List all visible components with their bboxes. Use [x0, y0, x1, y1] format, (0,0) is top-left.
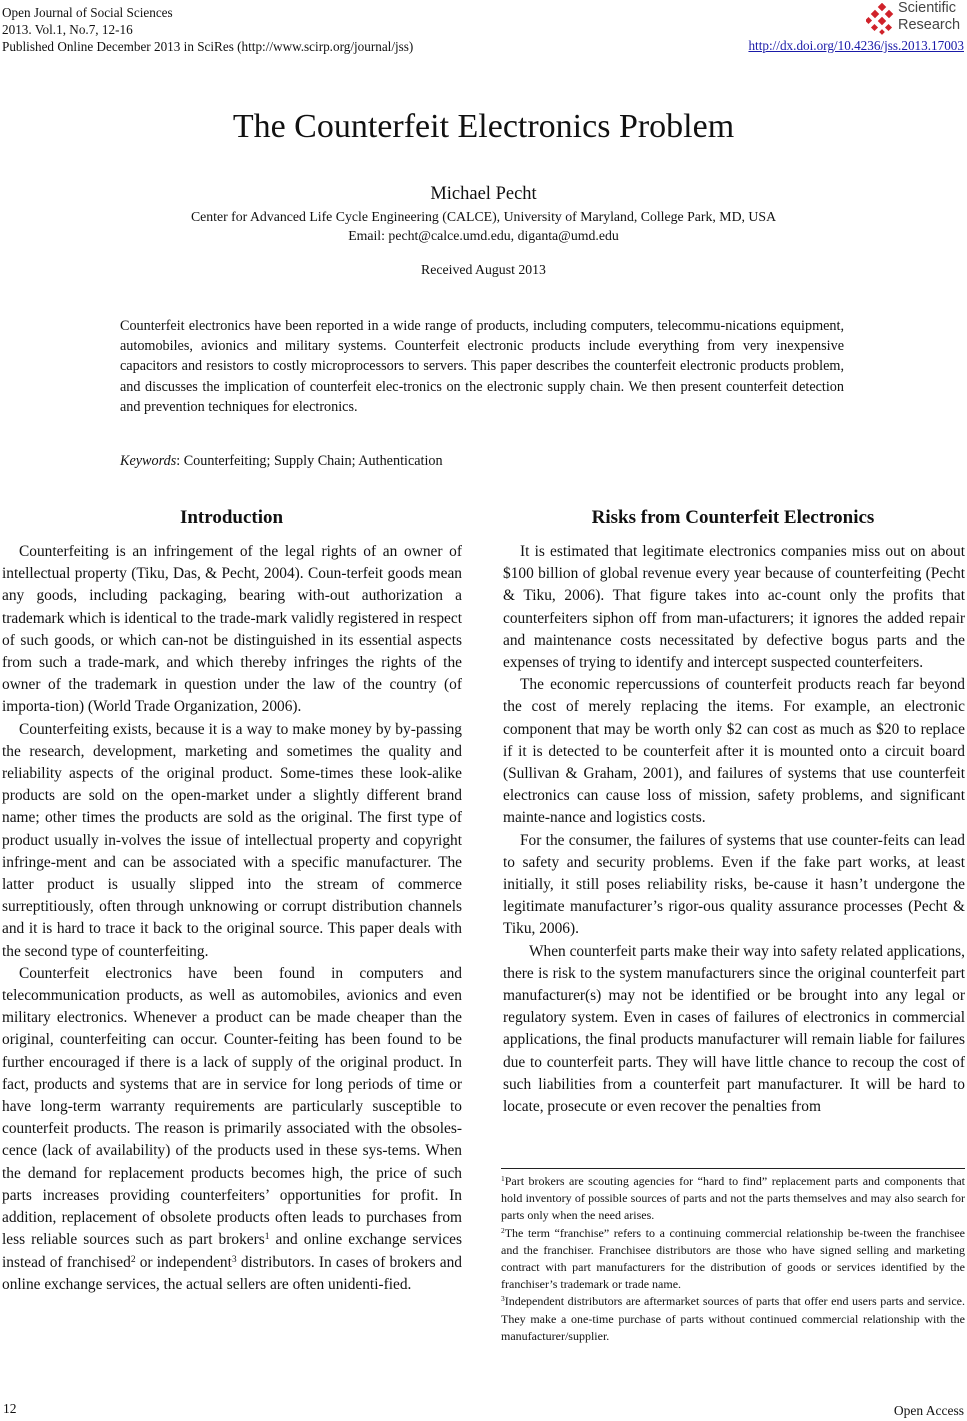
keywords-list: : Counterfeiting; Supply Chain; Authentication: [176, 453, 443, 469]
journal-header: [2, 4, 413, 55]
open-access-label: Open Access: [893, 1403, 964, 1418]
footnote-3: $^3$Independent distributors are aftermarket sources of parts that offer end users parts and service. They make a one-time purchase of parts without continued commercial relationship with the manufacturer/supplier.: [501, 1294, 965, 1343]
keywords-label: Keywords: [120, 453, 177, 469]
paragraph: Counterfeiting is an infringement of the legal rights of an owner of intellectual property (Tiku, Das, & Pecht, 2004). Coun-terfeit goods mean any goods, including packaging, bearing with-out authorization a trademark which is identical to the trade-mark validly registered in respect of such goods, or which can-not be distinguished in its essential aspects from such a trade-mark, and which thereby infringes the rights of the owner of the trademark in question under the law of the country (of importa-tion) (World Trade Organization, 2006).: [2, 543, 462, 716]
received-date: Received August 2013: [421, 262, 546, 277]
author-email: Email: pecht@calce.umd.edu, diganta@umd.edu: [348, 228, 619, 243]
paragraph: Counterfeit electronics have been found in computers and telecommunication products, as well as automobiles, avionics and even military electronics. Whenever a product can be made cheaper than the original, counterfeiting can occur. Counter-feiting has been found to be further encouraged if there is a lack of supply of the original product. In fact, products and systems that are in service for long periods of time or have long-term warranty requirements are particularly susceptible to counterfeit products. The reason is primarily associated with the obsoles-cence (lack of availability) of the products used in these sys-tems. When the demand for replacement products becomes high, the price of such parts increases providing counterfeiters’ opportunities for profit. In addition, replacement of obsolete products often leads to purchases from less reliable sources such as part brokers$^1$ and online exchange services instead of franchised$^2$ or independent$^3$ distributors. In cases of brokers and online exchange services, the actual sellers are often unidenti-fied.: [2, 964, 462, 1293]
journal-name: Open Journal of Social Sciences: [2, 5, 173, 20]
section-heading-risks: Risks from Counterfeit Electronics: [591, 507, 875, 528]
publication-info: Published Online December 2013 in SciRes (http://www.scirp.org/journal/jss): [2, 39, 414, 54]
logo-text: Scientific Research: [898, 0, 961, 33]
doi-link[interactable]: http://dx.doi.org/10.4236/jss.2013.17003: [748, 38, 964, 53]
abstract: Counterfeit electronics have been reported in a wide range of products, including computers, telecommu-nications equipment, automobiles, avionics and military systems. Counterfeit electronic products include everything from very inexpensive capacitors and resistors to costly microprocessors to servers. This paper describes the counterfeit electronic products problem, and discusses the implication of counterfeit elec-tronics on the electronic supply chain. We then present counterfeit detection and prevention techniques for electronics.: [120, 318, 844, 415]
footnote-1: $^1$Part brokers are scouting agencies for “hard to find” replacement parts and components that hold inventory of possible sources of parts and not the parts themselves and may also search for parts only when the need arises.: [501, 1173, 965, 1223]
footnote-2: $^2$The term “franchise” refers to a continuing commercial relationship be-tween the franchisee and the franchiser. Franchisee distributors are those who have signed selling and marketing contract with part manufacturers for the distribution of goods or services identified by the franchiser’s trademark or trade name.: [501, 1225, 965, 1292]
page-number: 12: [3, 1401, 17, 1416]
footnote-ref[interactable]: 2: [130, 1253, 136, 1265]
paragraph: For the consumer, the failures of systems that use counter-feits can lead to safety and security problems. Even if the fake part works, at least initially, it still poses reliability risks, be-cause it hasn’t undergone the legitimate manufacturer’s rigor-ous quality assurance processes (Pecht & Tiku, 2006).: [503, 831, 965, 938]
footnote-ref[interactable]: 1: [264, 1231, 270, 1243]
journal-volume: 2013. Vol.1, No.7, 12-16: [2, 22, 133, 37]
footnote-ref[interactable]: 3: [231, 1253, 237, 1265]
left-column-body: [2, 541, 462, 1296]
keywords: [120, 453, 443, 470]
logo-icon: [866, 3, 898, 35]
footnotes: [501, 1173, 965, 1345]
affiliation-block: [0, 207, 967, 245]
paragraph: The economic repercussions of counterfeit products reach far beyond the cost of merely replacing the items. For example, an electronic component that may be worth only $2 can cost as much as $20 to replace if it is detected to be counterfeit after it is mounted onto a circuit board (Sullivan & Graham, 2001), and failures of systems that use counterfeit electronics can cause loss of mission, safety problems, and significant mainte-nance and logistics costs.: [503, 676, 965, 827]
section-heading-introduction: Introduction: [179, 507, 284, 528]
paragraph: When counterfeit parts make their way into safety related applications, there is risk to the system manufacturers since the original counterfeit part manufacturer(s) may not be identified or be brought into any legal or regulatory system. Even in cases of failures of electronics in commercial applications, the final products manufacturer will remain liable for failures due to counterfeit parts. They will have little chance to recoup the cost of such liabilities from a counterfeit part manufacturer. It will be hard to locate, prosecute or even recover the penalties from: [503, 942, 965, 1116]
affiliation: Center for Advanced Life Cycle Engineering (CALCE), University of Maryland, College Park, MD, USA: [190, 209, 777, 224]
author-name: Michael Pecht: [430, 184, 537, 204]
paper-title: The Counterfeit Electronics Problem: [232, 108, 735, 145]
scientific-research-logo: [866, 0, 966, 38]
footnote-divider: [501, 1168, 965, 1169]
paragraph: It is estimated that legitimate electronics companies miss out on about $100 billion of global revenue every year because of counterfeiting (Pecht & Tiku, 2006). That figure takes into ac-count only the profits that counterfeiters siphon off from man-ufacturers; it ignores the added repair and maintenance costs necessitated by defective bogus parts and the expenses of trying to identify and intercept suspected counterfeiters.: [503, 543, 965, 672]
right-column-body: [503, 541, 965, 1118]
paragraph: Counterfeiting exists, because it is a way to make money by by-passing the research, development, marketing and sometimes the quality and reliability aspects of the original product. Some-times these look-alike products are sold on the open-market under a slightly different brand name; other times the products are sold as the original. The first type of product usually in-volves the issue of intellectual property and copyright infringe-ment and can be associated with a specific manufacturer. The latter product is usually slipped into the stream of commerce surreptitiously, often through unknowing or corrupt distribution channels and it is hard to trace it back to the original source. This paper deals with the second type of counterfeiting.: [2, 720, 462, 960]
